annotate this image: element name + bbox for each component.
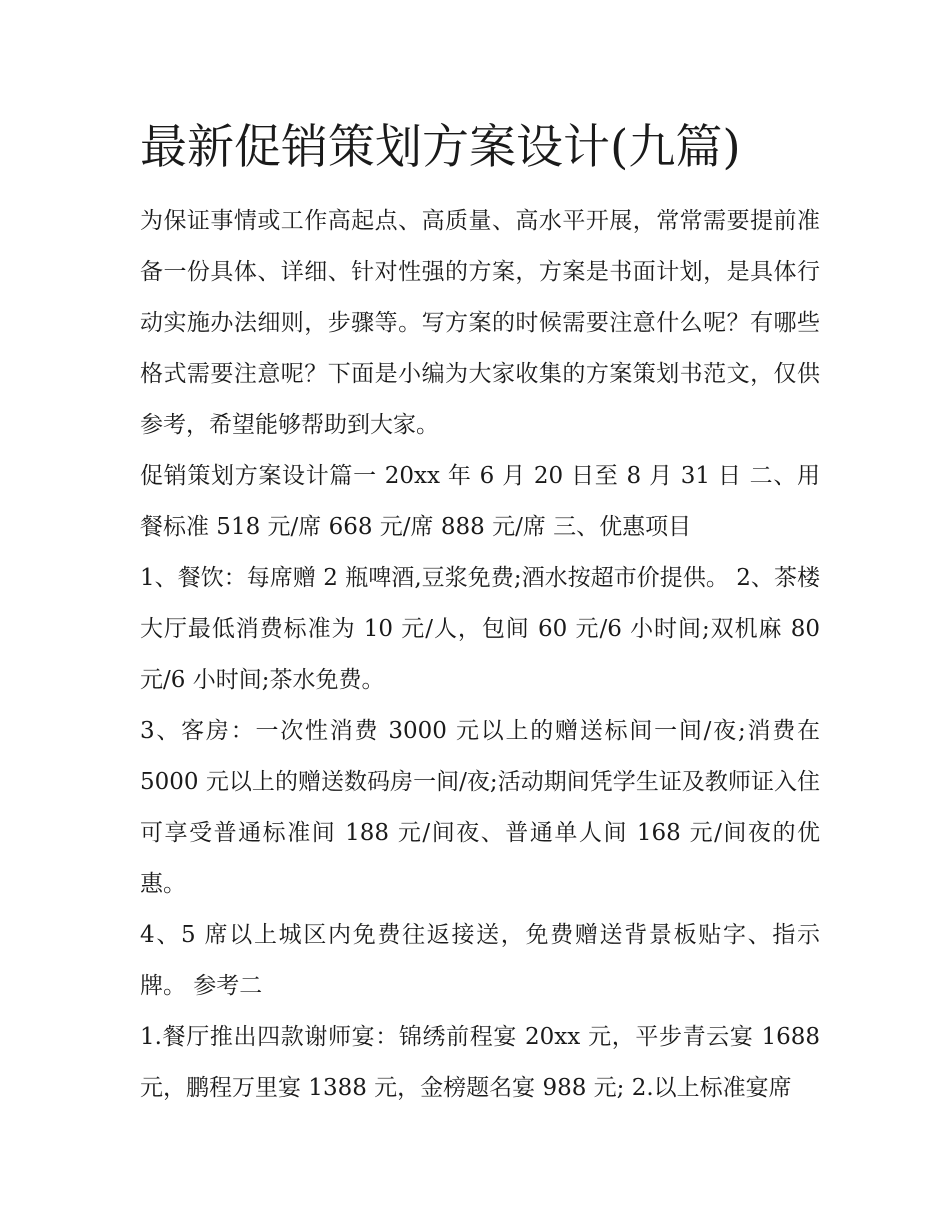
- banquet-paragraph: 1.餐厅推出四款谢师宴：锦绣前程宴 20xx 元，平步青云宴 1688 元，鹏程万里宴 1388 元，金榜题名宴 988 元; 2.以上标准宴席: [140, 1024, 820, 1101]
- shuttle-paragraph: 4、5 席以上城区内免费往返接送，免费赠送背景板贴字、指示牌。 参考二: [140, 922, 820, 999]
- catering-paragraph: 1、餐饮：每席赠 2 瓶啤酒,豆浆免费;酒水按超市价提供。 2、茶楼大厅最低消费标准为 10 元/人，包间 60 元/6 小时间;双机麻 80 元/6 小时间;茶水免费。: [140, 565, 820, 693]
- rooms-paragraph: 3、客房：一次性消费 3000 元以上的赠送标间一间/夜;消费在 5000 元以上的赠送数码房一间/夜;活动期间凭学生证及教师证入住可享受普通标准间 188 元/间夜、普通单人间 168 元/间夜的优惠。: [140, 718, 820, 897]
- section-one-paragraph: 促销策划方案设计篇一 20xx 年 6 月 20 日至 8 月 31 日 二、用餐标准 518 元/席 668 元/席 888 元/席 三、优惠项目: [140, 463, 820, 540]
- intro-paragraph: 为保证事情或工作高起点、高质量、高水平开展，常常需要提前准备一份具体、详细、针对性强的方案，方案是书面计划，是具体行动实施办法细则，步骤等。写方案的时候需要注意什么呢？有哪些格式需要注意呢？下面是小编为大家收集的方案策划书范文，仅供参考，希望能够帮助到大家。: [140, 208, 820, 438]
- document-page: [140, 112, 820, 1114]
- document-title: 最新促销策划方案设计(九篇): [140, 120, 741, 175]
